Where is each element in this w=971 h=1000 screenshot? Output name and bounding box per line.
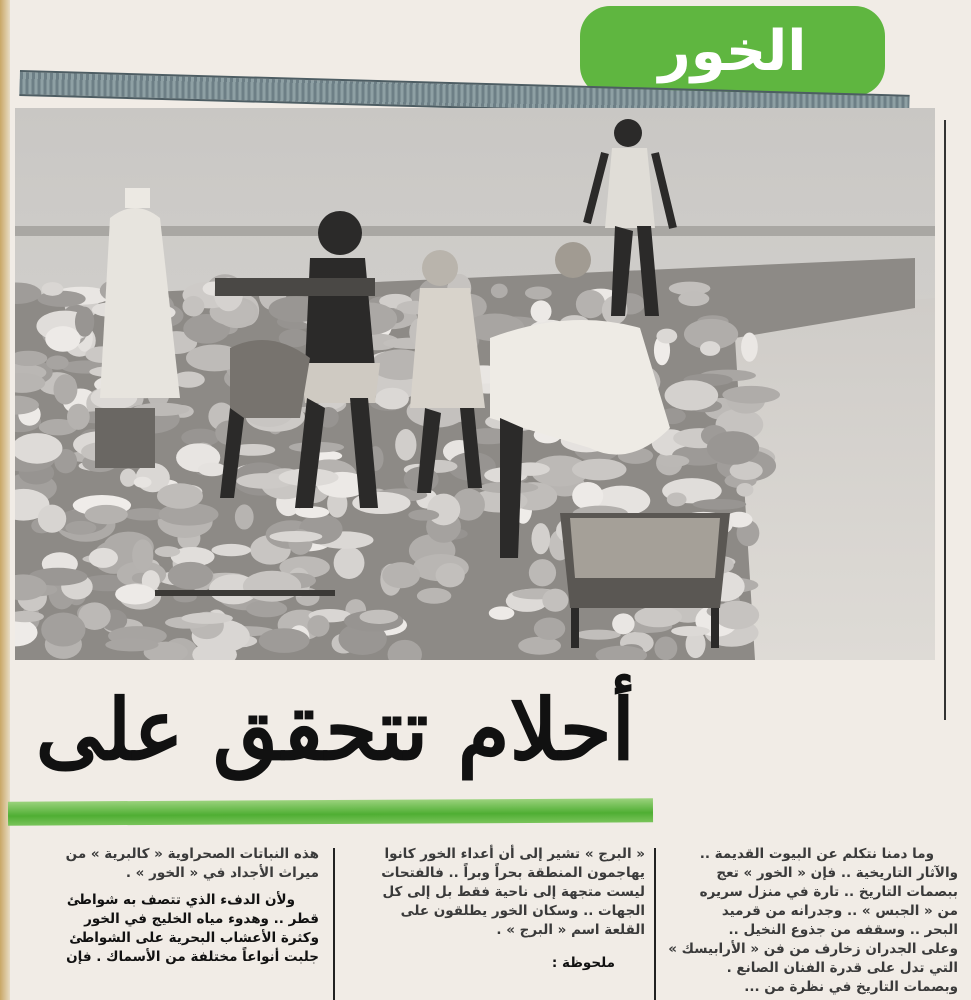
text-line: يهاجمون المنطقة بحراً وبراً .. فالفتحات: [381, 865, 645, 881]
rock: [436, 563, 465, 587]
rock: [671, 626, 710, 636]
article-photo: [15, 108, 935, 660]
rock: [168, 562, 213, 590]
rock: [334, 547, 365, 579]
rock: [395, 429, 416, 461]
green-divider: [8, 798, 653, 825]
rock: [678, 291, 709, 306]
rock: [243, 571, 301, 602]
text-line: ليست متجهة إلى ناحية فقط بل إلى كل: [382, 884, 645, 900]
text-line: القلعة اسم « البرج » .: [496, 922, 645, 938]
rock: [382, 562, 420, 588]
text-line: هذه النباتات الصحراوية « كالبرية » من: [65, 846, 319, 862]
rock: [45, 326, 80, 352]
article-headline: أحلام تتحقق على: [35, 680, 635, 779]
rock: [634, 606, 682, 627]
text-line: من « الجبس » .. وجدرانه من قرميد: [721, 903, 958, 919]
rock: [235, 504, 254, 529]
rock: [576, 290, 605, 318]
rock: [182, 613, 233, 624]
rock: [65, 521, 96, 535]
rock: [417, 588, 451, 604]
rock: [155, 546, 180, 557]
rock: [89, 548, 118, 568]
rock: [157, 483, 203, 508]
rock: [307, 615, 329, 637]
rock: [531, 300, 552, 322]
rock: [269, 531, 322, 542]
rock: [85, 505, 128, 524]
rock: [665, 380, 719, 410]
text-line: وبصمات التاريخ في نظرة من ...: [744, 979, 958, 995]
section-tag-label: الخور: [658, 18, 807, 84]
column-divider: [333, 848, 335, 1000]
rock: [612, 613, 634, 634]
page-spine: [0, 0, 10, 1000]
rock: [572, 482, 603, 510]
rock: [657, 455, 689, 467]
rock: [132, 539, 153, 571]
rock: [42, 282, 64, 296]
text-line: « البرج » تشير إلى أن أعداء الخور كانوا: [384, 846, 645, 862]
text-line: التي تدل على قدرة الفنان الصانع .: [726, 960, 958, 976]
article-column-left: [14, 845, 319, 967]
rock: [534, 617, 565, 640]
rock: [53, 374, 77, 404]
column-divider: [944, 120, 946, 720]
text-line: البحر .. وسقفه من جذوع النخيل ..: [728, 922, 958, 938]
section-tag: [580, 6, 885, 96]
text-line: وعلى الجدران زخارف من فن « الأرابيسك »: [668, 941, 958, 957]
rock: [531, 523, 550, 554]
rock: [211, 544, 251, 556]
rock: [46, 356, 69, 370]
rock: [198, 463, 226, 477]
rock: [491, 284, 508, 298]
rock: [572, 459, 626, 481]
rock: [246, 600, 287, 617]
rock: [736, 483, 753, 497]
column-divider: [654, 848, 656, 1000]
rock: [427, 494, 460, 526]
rock: [542, 589, 568, 612]
text-line: ببصمات التاريخ .. تارة في منزل سريره: [699, 884, 958, 900]
rock: [259, 628, 310, 653]
rock: [408, 510, 439, 521]
rock: [518, 637, 561, 655]
text-line: ميراث الأجداد في « الخور » .: [125, 865, 319, 881]
rock: [741, 332, 758, 361]
article-column-right: [668, 845, 958, 997]
text-line: وكثرة الأعشاب البحرية على الشواطئ: [69, 930, 319, 946]
rock: [576, 630, 621, 640]
rock: [120, 469, 137, 487]
rock: [115, 584, 155, 604]
rock: [707, 431, 759, 465]
rock: [134, 477, 152, 488]
rock: [654, 637, 677, 660]
rock: [182, 296, 204, 317]
rock: [489, 606, 515, 619]
text-line: قطر .. وهدوء مياه الخليج في الخور: [84, 911, 319, 927]
rock: [693, 499, 746, 510]
rock: [700, 341, 720, 356]
rock: [667, 492, 687, 506]
text-line: ولأن الدفء الذي تتصف به شواطئ: [66, 892, 295, 908]
text-line: وما دمنا نتكلم عن البيوت القديمة ..: [699, 846, 934, 862]
rock: [67, 404, 90, 430]
text-line: والآثار التاريخية .. فإن « الخور » تعج: [716, 865, 958, 881]
rock: [41, 613, 85, 647]
article-column-middle: [345, 845, 645, 973]
rock: [656, 329, 677, 344]
rock: [295, 506, 329, 518]
rock: [525, 287, 552, 300]
rock: [722, 386, 780, 404]
rock: [360, 610, 399, 624]
text-line: جلبت أنواعاً مختلفة من الأسماك . فإن: [66, 949, 319, 965]
subheading-note: ملحوظة :: [551, 955, 615, 971]
rock: [714, 601, 759, 630]
rock: [529, 559, 556, 586]
rock: [105, 638, 158, 651]
rock: [38, 505, 66, 533]
rock: [375, 388, 408, 410]
text-line: الجهات .. وسكان الخور يطلقون على: [400, 903, 645, 919]
